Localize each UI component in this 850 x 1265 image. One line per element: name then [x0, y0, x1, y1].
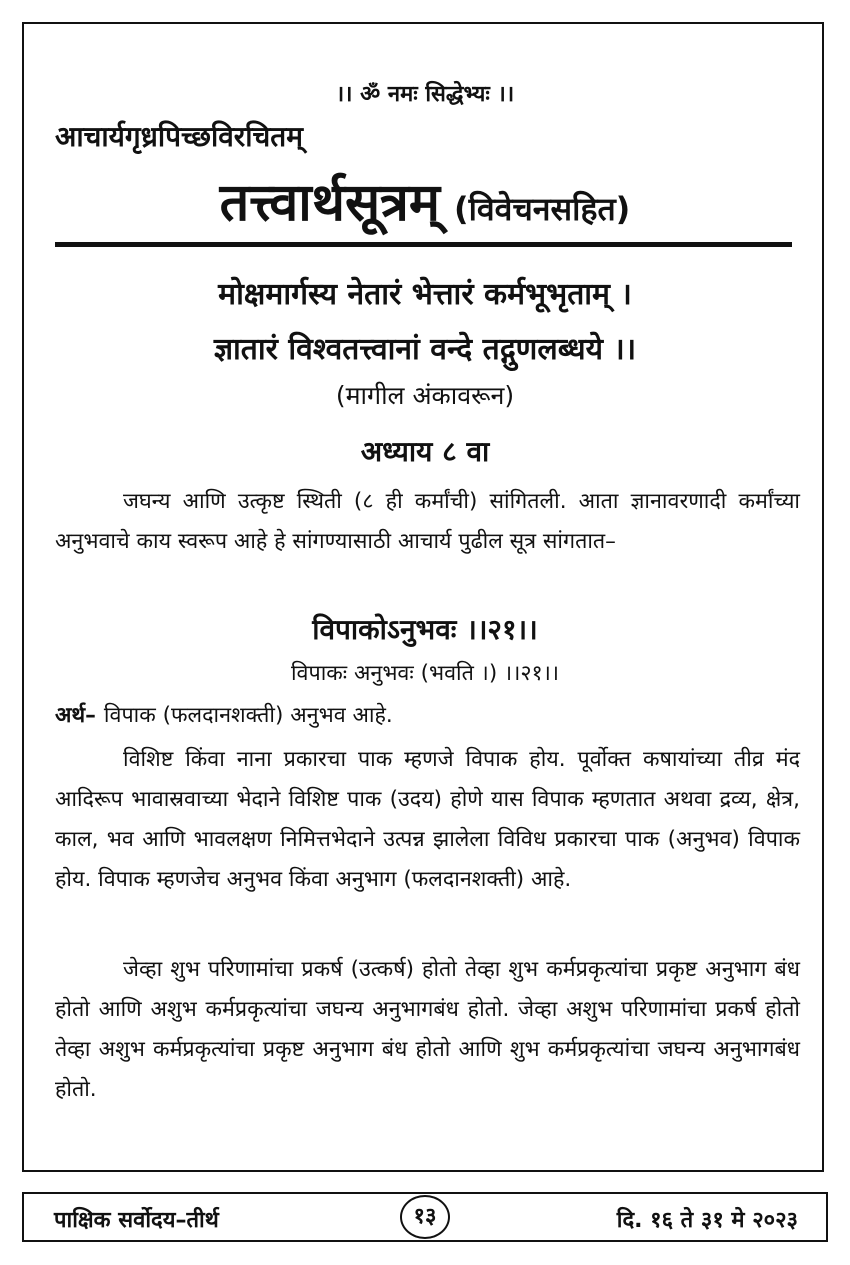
commentary-paragraph-2: जेव्हा शुभ परिणामांचा प्रकर्ष (उत्कर्ष) होतो तेव्हा शुभ कर्मप्रकृत्यांचा प्रकृष्ट अनुभाग बंध होतो आणि अशुभ कर्मप्रकृत्यांचा जघन्य अनुभागबंध होतो. जेव्हा अशुभ परिणामांचा प्रकर्ष होतो तेव्हा अशुभ कर्मप्रकृत्यांचा प्रकृष्ट अनुभाग बंध होतो आणि शुभ कर्मप्रकृत्यांचा जघन्य अनुभागबंध होतो.: [55, 957, 800, 1102]
meaning-line: [55, 700, 393, 729]
meaning-text: विपाक (फलदानशक्ती) अनुभव आहे.: [103, 703, 393, 728]
verse-line-2: ज्ञातारं विश्वतत्त्वानां वन्दे तद्गुणलब्धये ।।: [213, 332, 637, 367]
invocation: ।। ॐ नमः सिद्धेभ्यः ।।: [335, 82, 515, 107]
commentary-paragraph-1: विशिष्ट किंवा नाना प्रकारचा पाक म्हणजे विपाक होय. पूर्वोक्त कषायांच्या तीव्र मंद आदिरूप भावास्रवाच्या भेदाने विशिष्ट पाक (उदय) होणे यास विपाक म्हणतात अथवा द्रव्य, क्षेत्र, काल, भव आणि भावलक्षण निमित्तभेदाने उत्पन्न झालेला विविध प्रकारचा पाक (अनुभव) विपाक होय. विपाक म्हणजेच अनुभव किंवा अनुभाग (फलदानशक्ती) आहे.: [55, 747, 800, 892]
title-row: [0, 165, 850, 236]
chapter-heading: अध्याय ८ वा: [360, 435, 490, 468]
verse-line-1: मोक्षमार्गस्य नेतारं भेत्तारं कर्मभूभृताम् ।: [218, 277, 632, 312]
page-title: तत्त्वार्थसूत्रम्: [219, 173, 440, 233]
page-number: १३: [400, 1195, 450, 1239]
intro-paragraph: जघन्य आणि उत्कृष्ट स्थिती (८ ही कर्मांची) सांगितली. आता ज्ञानावरणादी कर्मांच्या अनुभवाचे काय स्वरूप आहे हे सांगण्यासाठी आचार्य पुढील सूत्र सांगतात–: [55, 489, 800, 554]
meaning-label: अर्थ–: [55, 703, 96, 728]
publication-name: पाक्षिक सर्वोदय–तीर्थ: [54, 1208, 219, 1233]
page-footer: [22, 1192, 828, 1242]
sutra-split: विपाकः अनुभवः (भवति ।) ।।२१।।: [290, 661, 560, 686]
author-line: आचार्यगृध्रपिच्छविरचितम्: [55, 120, 303, 153]
issue-date: दि. १६ ते ३१ मे २०२३: [616, 1208, 798, 1233]
title-divider: [55, 242, 792, 247]
continued-note: (मागील अंकावरून): [335, 381, 515, 410]
page-subtitle: (विवेचनसहित): [453, 190, 631, 228]
sutra: विपाकोऽनुभवः ।।२१।।: [312, 613, 538, 646]
